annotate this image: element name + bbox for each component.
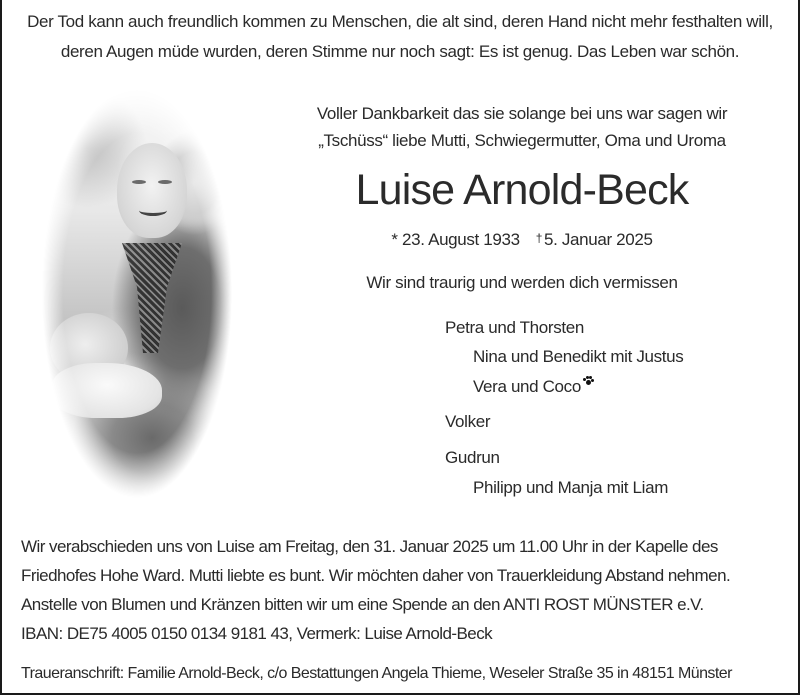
family-member <box>473 376 593 397</box>
iban-line: IBAN: DE75 4005 0150 0134 9181 43, Vermerk: Luise Arnold-Beck <box>21 624 493 643</box>
portrait-photo <box>42 88 232 498</box>
poem-line-1: Der Tod kann auch freundlich kommen zu Menschen, die alt sind, deren Hand nicht mehr festhalten will, <box>27 12 773 31</box>
funeral-info-line-2: Friedhofes Hohe Ward. Mutti liebte es bunt. Wir möchten daher von Trauerkleidung Abstand nehmen. <box>21 566 731 585</box>
birth-date: * 23. August 1933 <box>391 230 520 249</box>
family-member: Philipp und Manja mit Liam <box>473 478 668 497</box>
death-date: 5. Januar 2025 <box>544 230 653 249</box>
family-member-text: Vera und Coco <box>473 377 581 396</box>
family-member: Petra und Thorsten <box>445 318 584 337</box>
poem-line-2: deren Augen müde wurden, deren Stimme nur noch sagt: Es ist genug. Das Leben war schön. <box>60 42 740 61</box>
deceased-name: Luise Arnold-Beck <box>355 166 689 214</box>
dagger-icon: † <box>535 231 543 245</box>
family-member: Nina und Benedikt mit Justus <box>473 347 684 366</box>
photo-smile <box>139 205 167 216</box>
miss-line: Wir sind traurig und werden dich vermissen <box>366 273 678 292</box>
photo-baby-body <box>52 363 162 418</box>
family-member: Gudrun <box>445 448 500 467</box>
life-dates <box>302 230 742 250</box>
photo-eye-right <box>158 180 172 184</box>
funeral-info-line-1: Wir verabschieden uns von Luise am Freitag, den 31. Januar 2025 um 11.00 Uhr in der Kapelle des <box>21 537 718 556</box>
paw-print-icon <box>583 376 593 386</box>
family-member: Volker <box>445 412 491 431</box>
photo-scarf <box>122 243 182 353</box>
intro-line-1: Voller Dankbarkeit das sie solange bei uns war sagen wir <box>316 104 728 123</box>
photo-eye-left <box>132 180 146 184</box>
mourning-address: Traueranschrift: Familie Arnold-Beck, c/o Bestattungen Angela Thieme, Weseler Straße 35 in 48151 Münster <box>21 665 732 682</box>
intro-line-2: „Tschüss“ liebe Mutti, Schwiegermutter, Oma und Uroma <box>318 131 726 150</box>
donation-info-line: Anstelle von Blumen und Kränzen bitten wir um eine Spende an den ANTI ROST MÜNSTER e.V. <box>21 595 704 614</box>
photo-face <box>117 143 187 238</box>
